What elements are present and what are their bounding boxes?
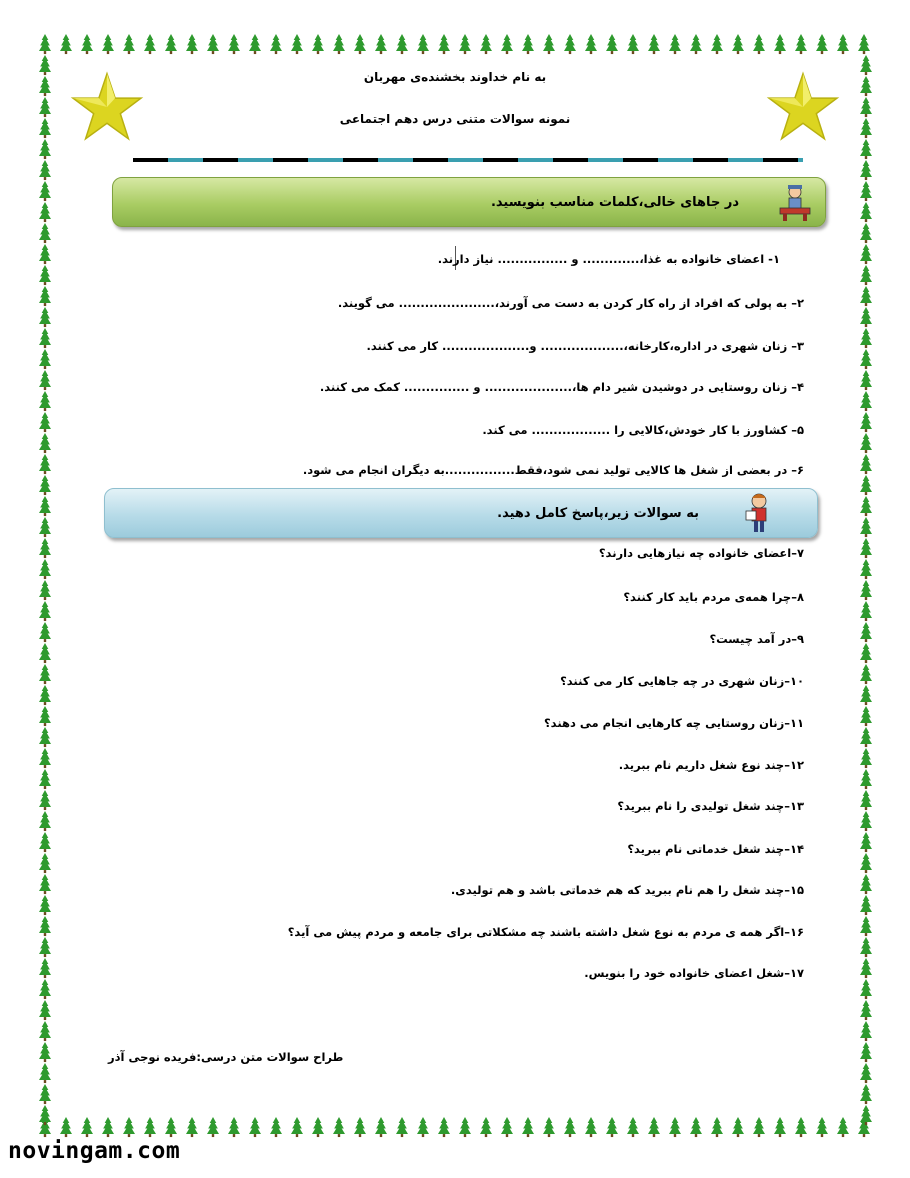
teacher-at-desk-icon: [775, 182, 815, 222]
tree-icon: [39, 559, 51, 579]
tree-icon: [860, 118, 872, 138]
tree-icon: [669, 1117, 681, 1137]
tree-icon: [312, 1117, 324, 1137]
fill-question-2: ۲– به پولی که افراد از راه کار کردن به دست می آورند،...................... می گویند.: [337, 296, 804, 310]
tree-icon: [39, 643, 51, 663]
tree-icon: [860, 202, 872, 222]
essay-question-13: ۱۳–چند شغل تولیدی را نام ببرید؟: [617, 799, 804, 813]
tree-icon: [39, 307, 51, 327]
tree-icon: [396, 1117, 408, 1137]
fill-question-1: ۱- اعضای خانواده به غذا،............. و ................ نیاز دارند.: [437, 252, 780, 266]
tree-icon: [39, 580, 51, 600]
tree-icon: [860, 391, 872, 411]
tree-icon: [860, 244, 872, 264]
tree-icon: [606, 34, 618, 54]
essay-question-8: ۸–چرا همه‌ی مردم باید کار کنند؟: [623, 590, 804, 604]
tree-icon: [39, 475, 51, 495]
boy-reading-icon: [741, 491, 777, 535]
tree-icon: [860, 76, 872, 96]
tree-icon: [354, 34, 366, 54]
tree-icon: [627, 1117, 639, 1137]
tree-icon: [39, 202, 51, 222]
tree-icon: [860, 1063, 872, 1083]
tree-icon: [39, 958, 51, 978]
tree-icon: [81, 1117, 93, 1137]
tree-icon: [501, 34, 513, 54]
tree-icon: [186, 34, 198, 54]
tree-icon: [39, 97, 51, 117]
tree-icon: [860, 853, 872, 873]
tree-icon: [312, 34, 324, 54]
tree-icon: [249, 34, 261, 54]
tree-icon: [522, 1117, 534, 1137]
tree-icon: [39, 538, 51, 558]
tree-icon: [860, 937, 872, 957]
tree-icon: [860, 412, 872, 432]
tree-icon: [543, 1117, 555, 1137]
tree-icon: [690, 34, 702, 54]
tree-icon: [860, 1021, 872, 1041]
header-divider: [133, 158, 803, 162]
tree-icon: [860, 769, 872, 789]
tree-icon: [501, 1117, 513, 1137]
site-watermark: novingam.com: [8, 1138, 181, 1164]
tree-icon: [39, 685, 51, 705]
tree-icon: [860, 706, 872, 726]
tree-icon: [39, 979, 51, 999]
tree-icon: [648, 1117, 660, 1137]
tree-icon: [39, 454, 51, 474]
tree-icon: [39, 895, 51, 915]
tree-icon: [39, 1084, 51, 1104]
essay-question-15: ۱۵–چند شغل را هم نام ببرید که هم خدماتی باشد و هم تولیدی.: [450, 883, 804, 897]
tree-icon: [39, 244, 51, 264]
tree-icon: [564, 34, 576, 54]
fill-question-6: ۶– در بعضی از شغل ها کالایی تولید نمی شود،فقط................به دیگران انجام می شود.: [302, 463, 804, 477]
tree-icon: [375, 34, 387, 54]
tree-icon: [39, 328, 51, 348]
star-icon-right: [766, 70, 840, 144]
tree-icon: [270, 1117, 282, 1137]
tree-icon: [39, 265, 51, 285]
tree-icon: [39, 853, 51, 873]
star-icon-left: [70, 70, 144, 144]
tree-icon: [858, 34, 870, 54]
tree-icon: [816, 34, 828, 54]
tree-icon: [39, 34, 51, 54]
section2-heading: به سوالات زیر،پاسخ کامل دهید.: [497, 505, 699, 521]
tree-icon: [860, 811, 872, 831]
tree-icon: [648, 34, 660, 54]
essay-question-11: ۱۱–زنان روستایی چه کارهایی انجام می دهند؟: [544, 716, 804, 730]
tree-icon: [417, 34, 429, 54]
tree-icon: [207, 34, 219, 54]
tree-icon: [860, 622, 872, 642]
tree-icon: [860, 748, 872, 768]
section2-banner: [104, 488, 818, 538]
essay-question-10: ۱۰–زنان شهری در چه جاهایی کار می کنند؟: [560, 674, 804, 688]
tree-icon: [860, 475, 872, 495]
tree-icon: [732, 34, 744, 54]
tree-icon: [333, 34, 345, 54]
tree-icon: [860, 433, 872, 453]
tree-icon: [375, 1117, 387, 1137]
tree-icon: [39, 601, 51, 621]
section1-heading: در جاهای خالی،کلمات مناسب بنویسید.: [490, 194, 739, 210]
tree-icon: [774, 1117, 786, 1137]
tree-icon: [795, 34, 807, 54]
tree-icon: [480, 1117, 492, 1137]
tree-icon: [60, 34, 72, 54]
tree-icon: [860, 685, 872, 705]
tree-icon: [860, 139, 872, 159]
tree-icon: [627, 34, 639, 54]
tree-icon: [860, 979, 872, 999]
tree-icon: [270, 34, 282, 54]
tree-icon: [81, 34, 93, 54]
tree-icon: [480, 34, 492, 54]
tree-icon: [860, 496, 872, 516]
tree-icon: [860, 958, 872, 978]
tree-icon: [39, 496, 51, 516]
tree-icon: [39, 181, 51, 201]
tree-icon: [39, 433, 51, 453]
tree-icon: [39, 937, 51, 957]
fill-question-3: ۳– زنان شهری در اداره،کارخانه،................... و.................... کار می کنند.: [366, 339, 804, 353]
tree-icon: [39, 349, 51, 369]
tree-icon: [144, 1117, 156, 1137]
tree-icon: [39, 1063, 51, 1083]
tree-icon: [39, 706, 51, 726]
tree-icon: [39, 1021, 51, 1041]
tree-icon: [459, 34, 471, 54]
tree-icon: [711, 34, 723, 54]
tree-icon: [860, 1105, 872, 1125]
essay-question-7: ۷–اعضای خانواده چه نیازهایی دارند؟: [598, 546, 804, 560]
tree-icon: [123, 1117, 135, 1137]
tree-icon: [860, 349, 872, 369]
tree-icon: [144, 34, 156, 54]
essay-question-17: ۱۷–شغل اعضای خانواده خود را بنویس.: [584, 966, 804, 980]
tree-icon: [860, 286, 872, 306]
essay-question-9: ۹–در آمد چیست؟: [709, 632, 804, 646]
tree-icon: [860, 97, 872, 117]
tree-icon: [165, 1117, 177, 1137]
essay-question-16: ۱۶–اگر همه ی مردم به نوع شغل داشته باشند چه مشکلاتی برای جامعه و مردم پیش می آید؟: [287, 925, 804, 939]
tree-icon: [860, 664, 872, 684]
tree-icon: [123, 34, 135, 54]
tree-icon: [39, 1105, 51, 1125]
tree-icon: [417, 1117, 429, 1137]
tree-icon: [860, 874, 872, 894]
tree-icon: [585, 34, 597, 54]
tree-icon: [291, 1117, 303, 1137]
tree-icon: [860, 895, 872, 915]
tree-icon: [165, 34, 177, 54]
tree-icon: [860, 790, 872, 810]
tree-icon: [333, 1117, 345, 1137]
tree-icon: [860, 1084, 872, 1104]
tree-icon: [860, 454, 872, 474]
tree-icon: [39, 874, 51, 894]
tree-icon: [39, 622, 51, 642]
tree-icon: [816, 1117, 828, 1137]
fill-question-4: ۴– زنان روستایی در دوشیدن شیر دام ها،.................... و ............... کمک می کنند.: [319, 380, 804, 394]
tree-icon: [774, 34, 786, 54]
tree-icon: [860, 1042, 872, 1062]
tree-icon: [39, 811, 51, 831]
tree-icon: [860, 370, 872, 390]
tree-icon: [39, 391, 51, 411]
tree-icon: [860, 916, 872, 936]
tree-icon: [39, 517, 51, 537]
tree-icon: [39, 832, 51, 852]
tree-icon: [860, 265, 872, 285]
tree-icon: [860, 601, 872, 621]
basmala-heading: به نام خداوند بخشنده‌ی مهربان: [363, 70, 547, 84]
tree-icon: [354, 1117, 366, 1137]
tree-icon: [690, 1117, 702, 1137]
tree-icon: [39, 748, 51, 768]
tree-icon: [249, 1117, 261, 1137]
tree-icon: [396, 34, 408, 54]
tree-icon: [39, 139, 51, 159]
tree-icon: [860, 55, 872, 75]
tree-icon: [39, 223, 51, 243]
tree-icon: [543, 34, 555, 54]
tree-icon: [585, 1117, 597, 1137]
tree-icon: [39, 118, 51, 138]
tree-icon: [39, 55, 51, 75]
tree-icon: [39, 727, 51, 747]
tree-icon: [860, 160, 872, 180]
essay-question-12: ۱۲–چند نوع شغل داریم نام ببرید.: [618, 758, 804, 772]
tree-icon: [669, 34, 681, 54]
tree-icon: [459, 1117, 471, 1137]
tree-icon: [860, 181, 872, 201]
tree-icon: [860, 643, 872, 663]
tree-icon: [39, 160, 51, 180]
tree-icon: [860, 1000, 872, 1020]
tree-icon: [39, 1000, 51, 1020]
tree-icon: [795, 1117, 807, 1137]
tree-icon: [39, 76, 51, 96]
tree-icon: [860, 538, 872, 558]
tree-icon: [860, 517, 872, 537]
tree-icon: [39, 370, 51, 390]
tree-icon: [860, 559, 872, 579]
essay-question-14: ۱۴–چند شغل خدماتی نام ببرید؟: [627, 842, 804, 856]
tree-icon: [753, 1117, 765, 1137]
tree-icon: [39, 790, 51, 810]
tree-icon: [606, 1117, 618, 1137]
tree-icon: [860, 727, 872, 747]
tree-icon: [837, 34, 849, 54]
tree-icon: [860, 328, 872, 348]
tree-icon: [39, 1042, 51, 1062]
tree-icon: [102, 1117, 114, 1137]
tree-icon: [522, 34, 534, 54]
tree-icon: [564, 1117, 576, 1137]
tree-icon: [291, 34, 303, 54]
tree-icon: [860, 580, 872, 600]
tree-icon: [39, 664, 51, 684]
tree-icon: [228, 1117, 240, 1137]
tree-icon: [438, 1117, 450, 1137]
tree-icon: [60, 1117, 72, 1137]
tree-icon: [860, 832, 872, 852]
tree-icon: [732, 1117, 744, 1137]
tree-icon: [860, 307, 872, 327]
tree-icon: [837, 1117, 849, 1137]
fill-question-5: ۵– کشاورز با کار خودش،کالایی را .................. می کند.: [482, 423, 804, 437]
author-credit: طراح سوالات متن درسی:فریده نوجی آذر: [108, 1050, 344, 1064]
tree-icon: [39, 916, 51, 936]
section1-banner: [112, 177, 826, 227]
tree-icon: [438, 34, 450, 54]
tree-icon: [860, 223, 872, 243]
tree-icon: [39, 286, 51, 306]
tree-icon: [228, 34, 240, 54]
tree-icon: [39, 769, 51, 789]
tree-icon: [39, 412, 51, 432]
tree-icon: [753, 34, 765, 54]
tree-icon: [711, 1117, 723, 1137]
tree-icon: [207, 1117, 219, 1137]
tree-icon: [186, 1117, 198, 1137]
page-title: نمونه سوالات متنی درس دهم اجتماعی: [339, 112, 571, 126]
tree-icon: [102, 34, 114, 54]
